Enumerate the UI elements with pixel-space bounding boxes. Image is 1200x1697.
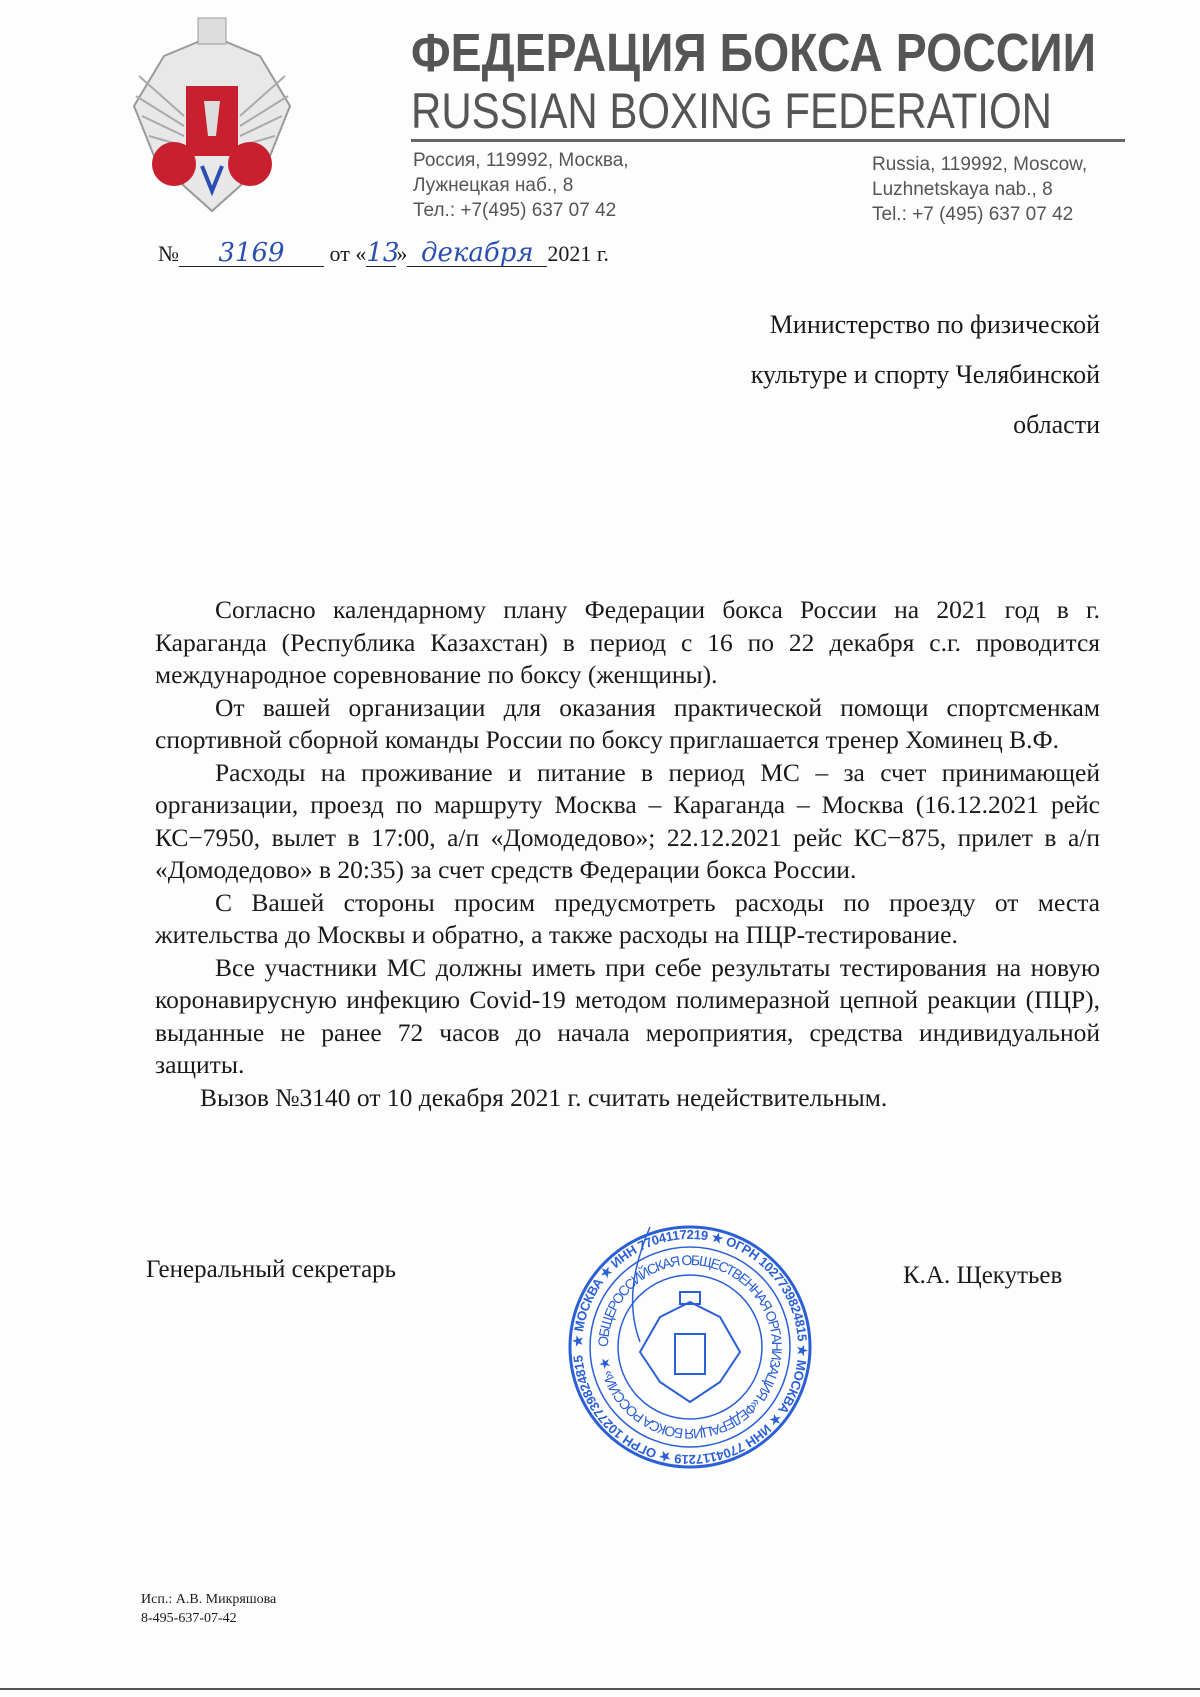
address-line: Russia, 119992, Moscow, bbox=[872, 154, 1088, 175]
scan-edge bbox=[0, 1688, 1200, 1690]
reference-line bbox=[158, 240, 609, 267]
letter-number: 3169 bbox=[179, 240, 324, 267]
address-ru bbox=[413, 148, 629, 223]
address-line: Лужнецкая наб., 8 bbox=[413, 175, 574, 196]
address-line: Россия, 119992, Москва, bbox=[413, 150, 629, 171]
official-stamp bbox=[565, 1222, 815, 1472]
addressee-line: области bbox=[1013, 410, 1100, 439]
stamp-inner-text: ОБЩЕРОССИЙСКАЯ ОБЩЕСТВЕННАЯ ОРГАНИЗАЦИЯ «ФЕДЕРАЦИЯ БОКСА РОССИИ» ★ bbox=[594, 1251, 786, 1443]
letter-month: декабря bbox=[407, 240, 547, 267]
federation-emblem bbox=[124, 16, 300, 216]
executor-phone: 8-495-637-07-42 bbox=[141, 1611, 237, 1626]
address-line: Luzhnetskaya nab., 8 bbox=[872, 179, 1053, 200]
addressee-line: культуре и спорту Челябинской bbox=[750, 360, 1100, 389]
quote-close: » bbox=[396, 241, 408, 266]
addressee-line: Министерство по физической bbox=[769, 310, 1100, 339]
paragraph: Согласно календарному плану Федерации бокса России на 2021 год в г. Караганда (Республика Казахстан) в период с 16 по 22 декабря с.г. проводится международное соревнование по боксу (женщины). bbox=[155, 595, 1100, 689]
from-label: от « bbox=[329, 241, 367, 266]
address-line: Тел.: +7(495) 637 07 42 bbox=[413, 200, 617, 221]
federation-title-ru: ФЕДЕРАЦИЯ БОКСА РОССИИ bbox=[411, 23, 1097, 83]
number-label: № bbox=[158, 241, 179, 266]
addressee bbox=[751, 300, 1100, 450]
letter-body bbox=[155, 594, 1100, 1114]
address-en bbox=[872, 152, 1087, 227]
paragraph: Вызов №3140 от 10 декабря 2021 г. считать недействительным. bbox=[200, 1082, 888, 1112]
paragraph: С Вашей стороны просим предусмотреть расходы по проезду от места жительства до Москвы и обратно, а также расходы на ПЦР-тестирование. bbox=[155, 887, 1100, 949]
header-divider bbox=[411, 139, 1125, 142]
stamp-eagle-icon bbox=[640, 1292, 740, 1402]
letter-year: 2021 г. bbox=[547, 241, 609, 266]
federation-title-en: RUSSIAN BOXING FEDERATION bbox=[411, 83, 1052, 139]
paragraph: Все участники МС должны иметь при себе результаты тестирования на новую коронавирусную инфекцию Covid-19 методом полимеразной цепной реакции (ПЦР), выданные не ранее 72 часов до начала мероприятия, средства индивидуальной защиты. bbox=[155, 952, 1100, 1079]
stamp-outer-text: ★ МОСКВА ★ ИНН 7704117219 ★ ОГРН 1027739824815 ★ МОСКВА ★ ИНН 7704117219 ★ ОГРН 1027739824815 bbox=[569, 1226, 811, 1468]
signatory-title: Генеральный секретарь bbox=[146, 1256, 397, 1283]
paragraph: Расходы на проживание и питание в период МС – за счет принимающей организации, проезд по маршруту Москва – Караганда – Москва (16.12.2021 рейс КС−7950, вылет в 17:00, а/п «Домодедово»; 22.12.2021 рейс КС−875, прилет в а/п «Домодедово» в 20:35) за счет средств Федерации бокса России. bbox=[155, 757, 1100, 884]
executor-info bbox=[141, 1590, 276, 1628]
svg-text:ОБЩЕРОССИЙСКАЯ ОБЩЕСТВЕННАЯ ОР bbox=[595, 1252, 785, 1442]
executor-name: Исп.: А.В. Микряшова bbox=[141, 1592, 277, 1607]
paragraph: От вашей организации для оказания практической помощи спортсменкам спортивной сборной команды России по боксу приглашается тренер Хоминец В.Ф. bbox=[155, 692, 1100, 754]
letter-day: 13 bbox=[366, 238, 400, 268]
address-line: Tel.: +7 (495) 637 07 42 bbox=[872, 204, 1074, 225]
signatory-name: К.А. Щекутьев bbox=[903, 1262, 1063, 1289]
